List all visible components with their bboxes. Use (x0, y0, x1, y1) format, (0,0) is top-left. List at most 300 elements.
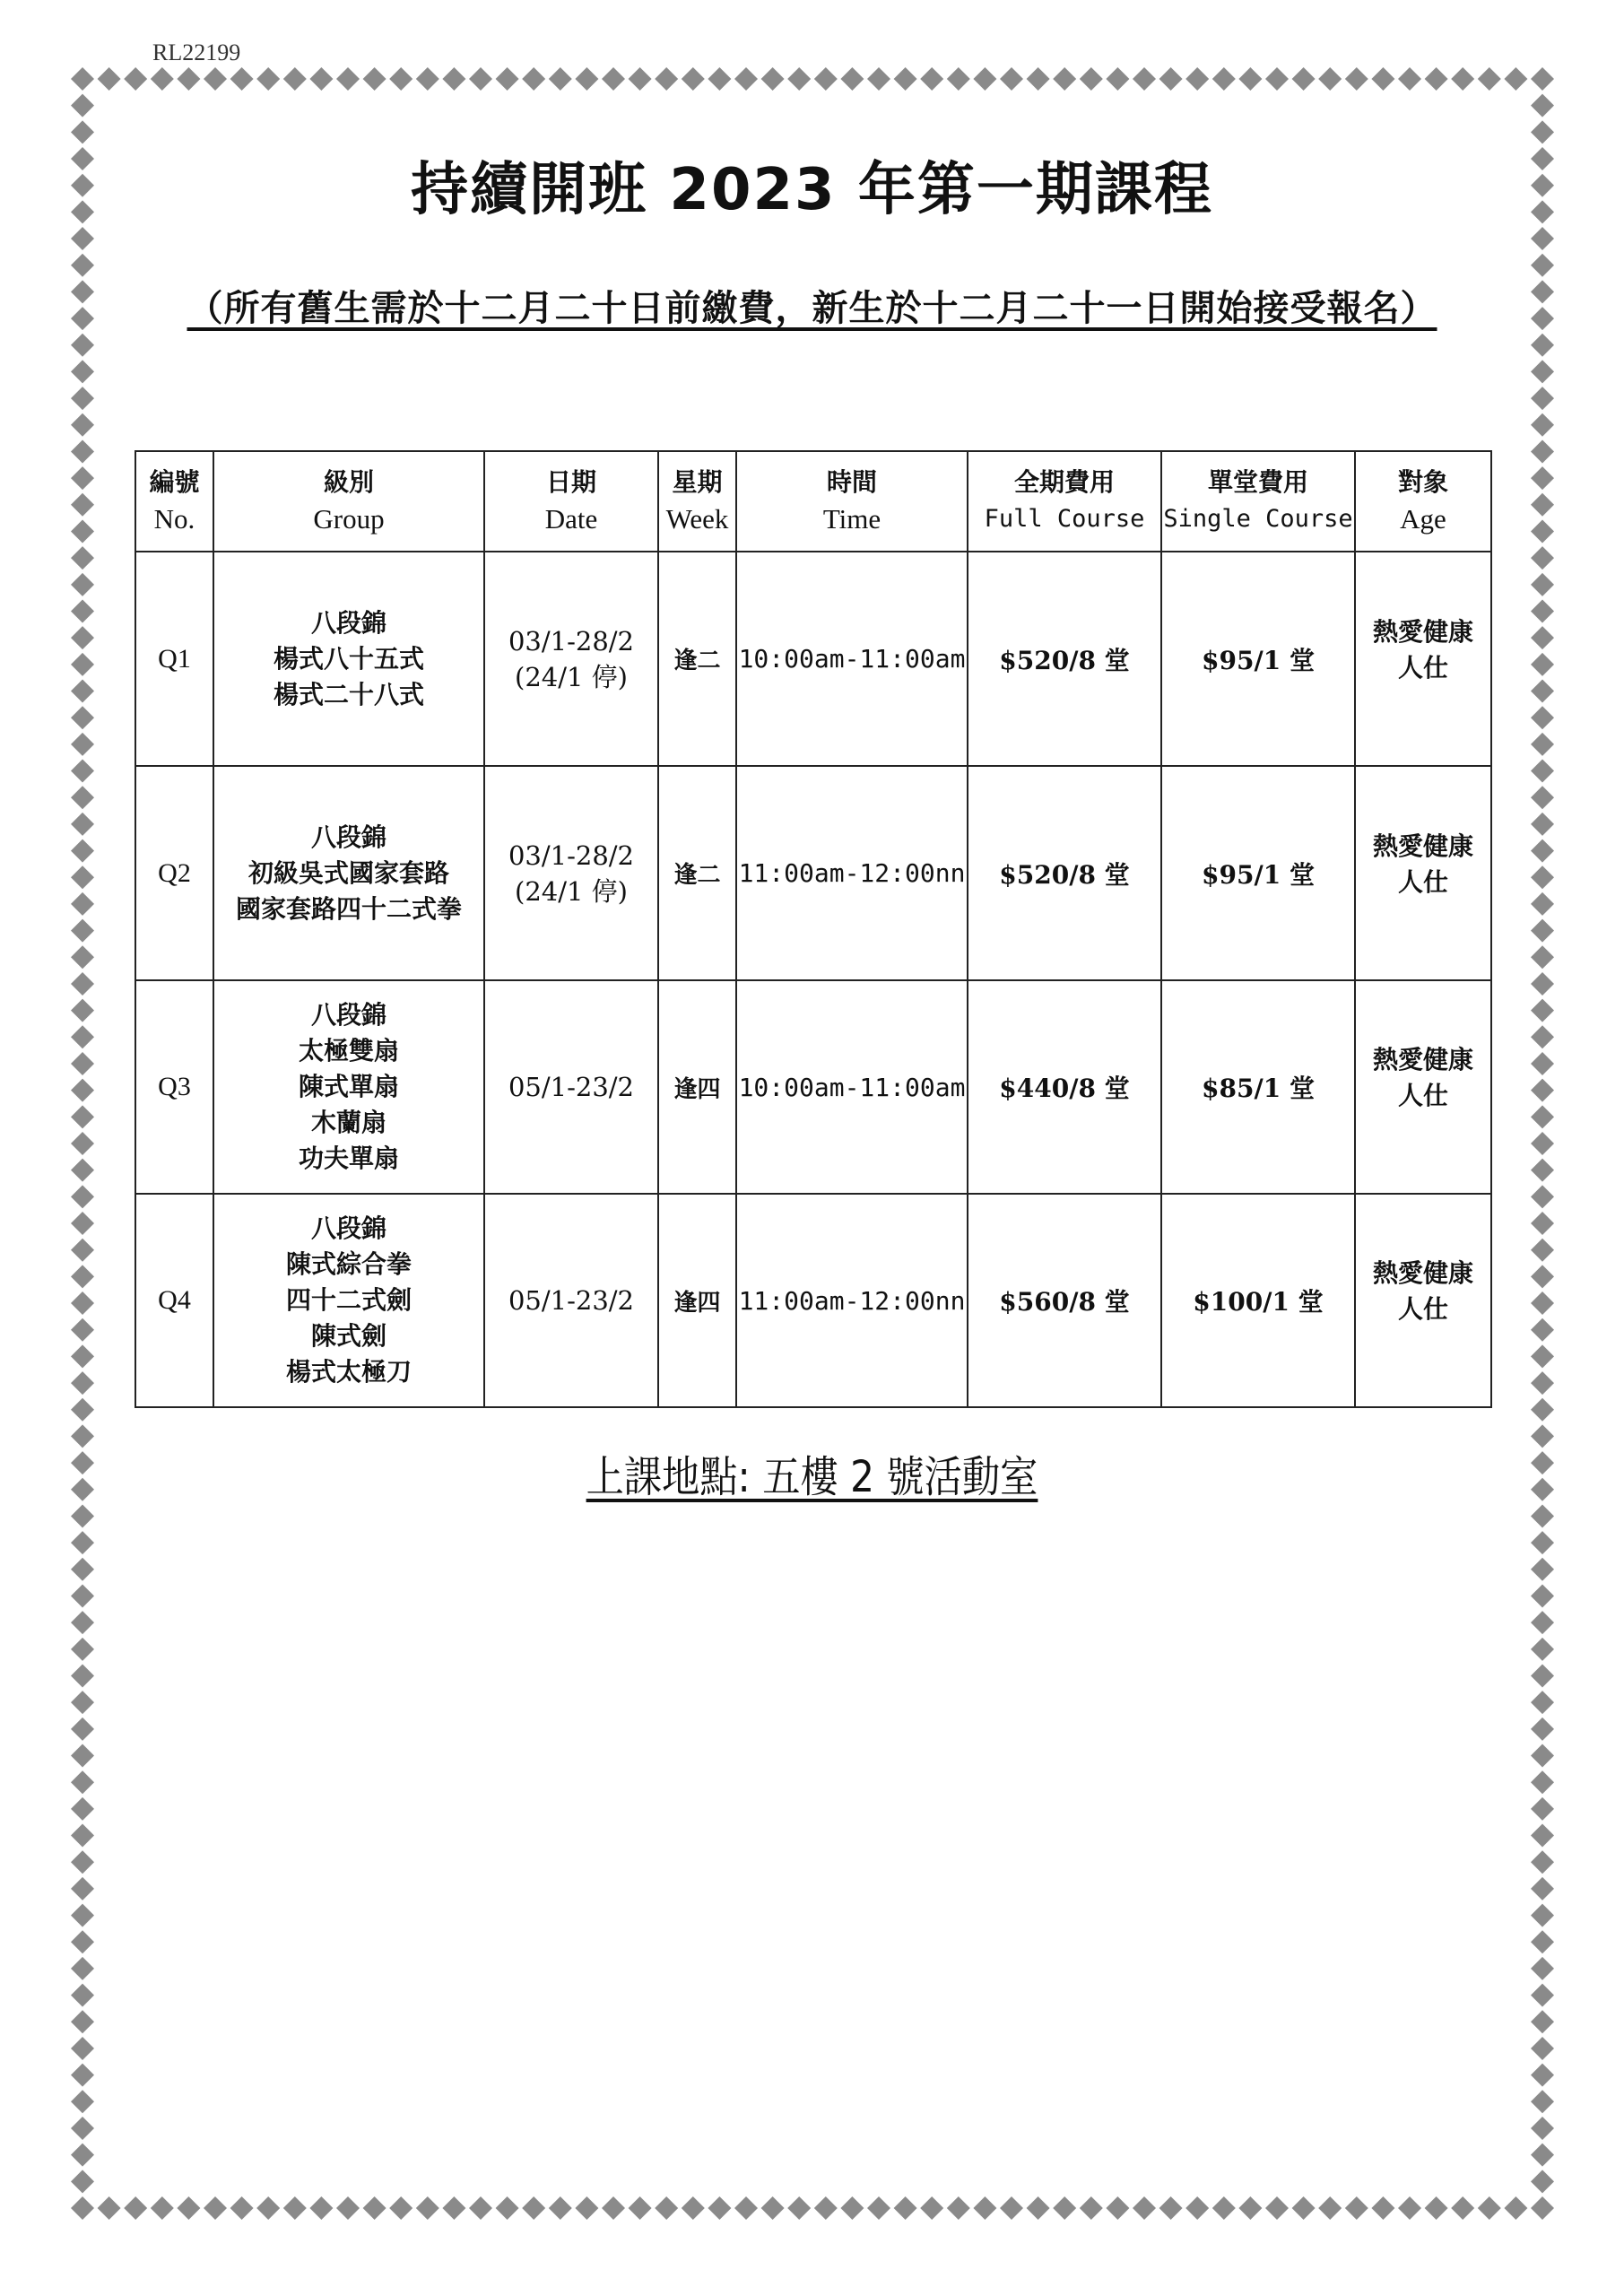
border-diamond (1080, 67, 1103, 91)
single-course-fee: $100/1 堂 (1161, 1194, 1355, 1407)
border-diamond (1531, 519, 1554, 543)
border-diamond (1531, 1371, 1554, 1395)
border-diamond (1212, 2196, 1236, 2220)
border-diamond (71, 1159, 94, 1182)
border-diamond (1531, 94, 1554, 117)
border-diamond (522, 2196, 545, 2220)
border-diamond (1531, 786, 1554, 809)
class-venue: 上課地點: 五樓 2 號活動室 (586, 1452, 1038, 1502)
border-diamond (469, 67, 492, 91)
table-header-row (135, 451, 1491, 552)
border-diamond (1238, 2196, 1262, 2220)
border-diamond (71, 865, 94, 889)
border-diamond (549, 2196, 572, 2220)
border-diamond (71, 1185, 94, 1208)
border-diamond (1531, 1558, 1554, 1581)
table-row (135, 766, 1491, 980)
border-diamond (363, 67, 386, 91)
border-diamond (1531, 1025, 1554, 1048)
border-diamond (71, 1770, 94, 1794)
border-diamond (920, 67, 943, 91)
border-diamond (1185, 67, 1209, 91)
border-diamond (1531, 387, 1554, 410)
border-diamond (947, 67, 970, 91)
border-diamond (1531, 1105, 1554, 1128)
border-diamond (814, 2196, 838, 2220)
border-diamond (71, 1079, 94, 1102)
border-diamond (1531, 2010, 1554, 2033)
border-diamond (1531, 1398, 1554, 1422)
border-diamond (1531, 813, 1554, 836)
border-diamond (71, 1665, 94, 1688)
course-time: 11:00am-12:00nn (736, 1194, 968, 1407)
border-diamond (71, 1691, 94, 1714)
border-diamond (71, 1797, 94, 1821)
full-course-fee: $560/8 堂 (968, 1194, 1161, 1407)
border-diamond (1531, 600, 1554, 623)
border-diamond (71, 493, 94, 517)
border-diamond (71, 892, 94, 916)
border-diamond (71, 600, 94, 623)
border-diamond (1531, 439, 1554, 463)
border-diamond (71, 1718, 94, 1741)
border-diamond (1531, 680, 1554, 703)
border-diamond (1531, 760, 1554, 783)
border-diamond (1531, 1079, 1554, 1102)
border-diamond (71, 1904, 94, 1927)
border-diamond (920, 2196, 943, 2220)
border-diamond (71, 67, 94, 91)
border-diamond (1531, 1239, 1554, 1262)
single-course-fee: $85/1 堂 (1161, 980, 1355, 1194)
border-diamond (71, 1824, 94, 1848)
border-diamond (1531, 466, 1554, 490)
border-diamond (867, 67, 890, 91)
border-diamond (71, 1558, 94, 1581)
border-diamond (71, 733, 94, 756)
border-diamond (1531, 1797, 1554, 1821)
border-diamond (840, 67, 864, 91)
border-diamond (1531, 1132, 1554, 1155)
border-diamond (549, 67, 572, 91)
border-diamond (230, 67, 254, 91)
border-diamond (1292, 2196, 1316, 2220)
border-diamond (1292, 67, 1316, 91)
border-diamond (1531, 2196, 1554, 2220)
border-diamond (1531, 1531, 1554, 1554)
border-diamond (71, 573, 94, 596)
course-date: 05/1-23/2 (484, 1194, 658, 1407)
border-diamond (1531, 2117, 1554, 2140)
border-diamond (71, 2037, 94, 2060)
border-diamond (629, 2196, 652, 2220)
border-diamond (1531, 1824, 1554, 1848)
border-diamond (894, 67, 917, 91)
border-diamond (575, 67, 598, 91)
border-diamond (973, 67, 996, 91)
border-diamond (71, 1744, 94, 1768)
border-diamond (1212, 67, 1236, 91)
border-diamond (1531, 67, 1554, 91)
course-code: Q1 (135, 552, 213, 766)
border-diamond (814, 67, 838, 91)
border-diamond (1265, 67, 1289, 91)
border-diamond (1531, 2037, 1554, 2060)
border-diamond (416, 67, 439, 91)
border-diamond (1000, 67, 1023, 91)
border-diamond (1531, 1930, 1554, 1953)
border-diamond (389, 67, 413, 91)
border-diamond (1531, 1770, 1554, 1794)
border-diamond (283, 2196, 307, 2220)
full-course-fee: $520/8 堂 (968, 766, 1161, 980)
border-diamond (1531, 546, 1554, 570)
border-diamond (71, 519, 94, 543)
border-diamond (629, 67, 652, 91)
border-diamond (1531, 1451, 1554, 1474)
border-diamond (1531, 1744, 1554, 1768)
border-diamond (655, 67, 678, 91)
border-diamond (1531, 706, 1554, 729)
border-diamond (1451, 2196, 1474, 2220)
border-diamond (1531, 120, 1554, 144)
full-course-fee: $520/8 堂 (968, 552, 1161, 766)
border-diamond (71, 1132, 94, 1155)
border-diamond (1531, 1159, 1554, 1182)
course-groups: 八段錦 陳式綜合拳 四十二式劍 陳式劍 楊式太極刀 (213, 1194, 484, 1407)
border-diamond (71, 680, 94, 703)
border-diamond (1531, 1212, 1554, 1235)
border-diamond (1531, 733, 1554, 756)
course-time: 10:00am-11:00am (736, 552, 968, 766)
registration-notice: （所有舊生需於十二月二十日前繳費，新生於十二月二十一日開始接受報名） (187, 287, 1437, 329)
border-diamond (71, 1424, 94, 1448)
border-diamond (1531, 413, 1554, 437)
border-diamond (1531, 839, 1554, 863)
border-diamond (71, 1531, 94, 1554)
border-diamond (71, 1478, 94, 1501)
header-age: 對象 Age (1355, 451, 1491, 552)
border-diamond (71, 1850, 94, 1874)
course-weekday: 逢二 (658, 552, 736, 766)
border-diamond (71, 1638, 94, 1661)
border-diamond (761, 2196, 785, 2220)
border-diamond (1531, 1638, 1554, 1661)
border-diamond (1238, 67, 1262, 91)
table-row (135, 552, 1491, 766)
course-date: 03/1-28/2 (24/1 停) (484, 766, 658, 980)
border-diamond (389, 2196, 413, 2220)
single-course-fee: $95/1 堂 (1161, 766, 1355, 980)
border-diamond (1531, 360, 1554, 383)
border-diamond (1531, 892, 1554, 916)
border-diamond (71, 1398, 94, 1422)
border-diamond (71, 2144, 94, 2167)
border-diamond (1531, 919, 1554, 943)
border-diamond (71, 120, 94, 144)
border-diamond (71, 1212, 94, 1235)
border-diamond (336, 2196, 360, 2220)
border-diamond (1531, 999, 1554, 1022)
border-diamond (1531, 2064, 1554, 2087)
border-diamond (1531, 1584, 1554, 1607)
border-diamond (1531, 1718, 1554, 1741)
border-diamond (71, 1957, 94, 1980)
border-diamond (71, 653, 94, 676)
border-diamond (71, 439, 94, 463)
border-diamond (708, 2196, 731, 2220)
border-diamond (71, 254, 94, 277)
border-diamond (1478, 67, 1501, 91)
border-diamond (1318, 67, 1342, 91)
border-diamond (1531, 493, 1554, 517)
border-diamond (1531, 1292, 1554, 1315)
border-diamond (1080, 2196, 1103, 2220)
border-diamond (256, 67, 280, 91)
border-diamond (973, 2196, 996, 2220)
border-diamond (1504, 2196, 1527, 2220)
border-diamond (71, 387, 94, 410)
border-diamond (1371, 2196, 1394, 2220)
border-diamond (496, 2196, 519, 2220)
border-diamond (71, 1930, 94, 1953)
border-diamond (575, 2196, 598, 2220)
course-groups: 八段錦 太極雙扇 陳式單扇 木蘭扇 功夫單扇 (213, 980, 484, 1194)
border-diamond (124, 67, 147, 91)
border-diamond (71, 94, 94, 117)
border-diamond (1531, 1265, 1554, 1288)
border-diamond (947, 2196, 970, 2220)
border-diamond (71, 413, 94, 437)
border-diamond (71, 1052, 94, 1075)
course-time: 11:00am-12:00nn (736, 766, 968, 980)
border-diamond (1398, 67, 1421, 91)
border-diamond (1451, 67, 1474, 91)
border-diamond (1531, 626, 1554, 649)
border-diamond (71, 2064, 94, 2087)
border-diamond (71, 1504, 94, 1527)
border-diamond (1531, 1691, 1554, 1714)
border-diamond (1027, 2196, 1050, 2220)
border-diamond (1478, 2196, 1501, 2220)
border-diamond (1053, 2196, 1076, 2220)
border-diamond (867, 2196, 890, 2220)
border-diamond (71, 813, 94, 836)
border-diamond (416, 2196, 439, 2220)
border-diamond (1531, 573, 1554, 596)
border-diamond (309, 2196, 333, 2220)
border-diamond (1265, 2196, 1289, 2220)
course-code: Q4 (135, 1194, 213, 1407)
course-time: 10:00am-11:00am (736, 980, 968, 1194)
border-diamond (602, 2196, 625, 2220)
border-diamond (682, 2196, 705, 2220)
border-diamond (734, 2196, 758, 2220)
border-diamond (840, 2196, 864, 2220)
border-diamond (1531, 1424, 1554, 1448)
border-diamond (71, 706, 94, 729)
border-diamond (71, 334, 94, 357)
border-diamond (71, 1877, 94, 1900)
border-diamond (787, 2196, 811, 2220)
header-group: 級別 Group (213, 451, 484, 552)
border-diamond (496, 67, 519, 91)
border-diamond (71, 1239, 94, 1262)
border-diamond (1371, 67, 1394, 91)
border-diamond (1531, 653, 1554, 676)
border-diamond (71, 1025, 94, 1048)
course-groups: 八段錦 楊式八十五式 楊式二十八式 (213, 552, 484, 766)
border-diamond (71, 546, 94, 570)
header-single-course: 單堂費用 Single Course (1161, 451, 1355, 552)
border-diamond (256, 2196, 280, 2220)
border-diamond (682, 67, 705, 91)
table-row (135, 1194, 1491, 1407)
border-diamond (787, 67, 811, 91)
border-diamond (1000, 2196, 1023, 2220)
border-diamond (1531, 334, 1554, 357)
border-diamond (71, 1318, 94, 1342)
border-diamond (1531, 1904, 1554, 1927)
border-diamond (71, 1611, 94, 1634)
border-diamond (71, 1292, 94, 1315)
header-time: 時間 Time (736, 451, 968, 552)
border-diamond (71, 1451, 94, 1474)
border-diamond (1531, 2170, 1554, 2193)
border-diamond (1531, 1052, 1554, 1075)
border-diamond (1531, 1504, 1554, 1527)
border-diamond (283, 67, 307, 91)
border-diamond (230, 2196, 254, 2220)
border-diamond (71, 1265, 94, 1288)
border-diamond (1531, 1478, 1554, 1501)
border-diamond (1133, 2196, 1156, 2220)
border-diamond (71, 466, 94, 490)
border-diamond (177, 67, 200, 91)
border-diamond (1531, 1611, 1554, 1634)
border-diamond (1531, 1877, 1554, 1900)
border-diamond (204, 2196, 227, 2220)
border-diamond (71, 1984, 94, 2007)
border-diamond (71, 227, 94, 250)
border-diamond (98, 2196, 121, 2220)
border-diamond (1531, 1344, 1554, 1368)
border-diamond (1531, 1185, 1554, 1208)
border-diamond (71, 1105, 94, 1128)
border-diamond (71, 760, 94, 783)
border-diamond (1531, 1318, 1554, 1342)
border-diamond (442, 67, 465, 91)
header-full-course: 全期費用 Full Course (968, 451, 1161, 552)
border-diamond (363, 2196, 386, 2220)
border-diamond (1531, 1850, 1554, 1874)
border-diamond (522, 67, 545, 91)
border-diamond (309, 67, 333, 91)
border-diamond (1398, 2196, 1421, 2220)
border-diamond (1531, 865, 1554, 889)
border-diamond (1106, 2196, 1129, 2220)
border-diamond (1531, 254, 1554, 277)
header-date: 日期 Date (484, 451, 658, 552)
page-title: 持續開班 2023 年第一期課程 (411, 157, 1213, 223)
border-diamond (124, 2196, 147, 2220)
border-diamond (71, 786, 94, 809)
course-weekday: 逢四 (658, 980, 736, 1194)
border-diamond (1531, 2144, 1554, 2167)
reference-code: RL22199 (152, 39, 241, 65)
single-course-fee: $95/1 堂 (1161, 552, 1355, 766)
border-diamond (71, 2117, 94, 2140)
border-diamond (71, 2170, 94, 2193)
border-diamond (1133, 67, 1156, 91)
full-course-fee: $440/8 堂 (968, 980, 1161, 1194)
border-diamond (71, 626, 94, 649)
border-diamond (71, 1344, 94, 1368)
border-diamond (1345, 67, 1368, 91)
border-diamond (71, 919, 94, 943)
course-groups: 八段錦 初級吳式國家套路 國家套路四十二式拳 (213, 766, 484, 980)
border-diamond (761, 67, 785, 91)
border-diamond (1531, 945, 1554, 969)
border-diamond (1531, 1957, 1554, 1980)
course-code: Q2 (135, 766, 213, 980)
header-week: 星期 Week (658, 451, 736, 552)
course-schedule-table (135, 450, 1492, 1408)
border-diamond (71, 1371, 94, 1395)
course-weekday: 逢四 (658, 1194, 736, 1407)
border-diamond (1345, 2196, 1368, 2220)
border-diamond (1425, 67, 1448, 91)
border-diamond (708, 67, 731, 91)
course-date: 03/1-28/2 (24/1 停) (484, 552, 658, 766)
border-diamond (1053, 67, 1076, 91)
border-diamond (71, 2010, 94, 2033)
border-diamond (734, 67, 758, 91)
border-diamond (98, 67, 121, 91)
course-code: Q3 (135, 980, 213, 1194)
border-diamond (1106, 67, 1129, 91)
target-audience: 熱愛健康 人仕 (1355, 1194, 1491, 1407)
border-diamond (602, 67, 625, 91)
border-diamond (151, 2196, 174, 2220)
target-audience: 熱愛健康 人仕 (1355, 980, 1491, 1194)
course-weekday: 逢二 (658, 766, 736, 980)
border-diamond (71, 2196, 94, 2220)
target-audience: 熱愛健康 人仕 (1355, 552, 1491, 766)
border-diamond (71, 360, 94, 383)
border-diamond (1531, 972, 1554, 996)
border-diamond (469, 2196, 492, 2220)
border-diamond (1531, 227, 1554, 250)
border-diamond (1531, 2090, 1554, 2113)
border-diamond (204, 67, 227, 91)
target-audience: 熱愛健康 人仕 (1355, 766, 1491, 980)
border-diamond (1185, 2196, 1209, 2220)
border-diamond (71, 2090, 94, 2113)
header-no: 編號 No. (135, 451, 213, 552)
border-diamond (71, 945, 94, 969)
border-diamond (71, 972, 94, 996)
border-diamond (442, 2196, 465, 2220)
border-diamond (655, 2196, 678, 2220)
border-diamond (1531, 1984, 1554, 2007)
border-diamond (71, 1584, 94, 1607)
course-date: 05/1-23/2 (484, 980, 658, 1194)
border-diamond (1159, 67, 1183, 91)
border-diamond (336, 67, 360, 91)
table-row (135, 980, 1491, 1194)
border-diamond (1504, 67, 1527, 91)
